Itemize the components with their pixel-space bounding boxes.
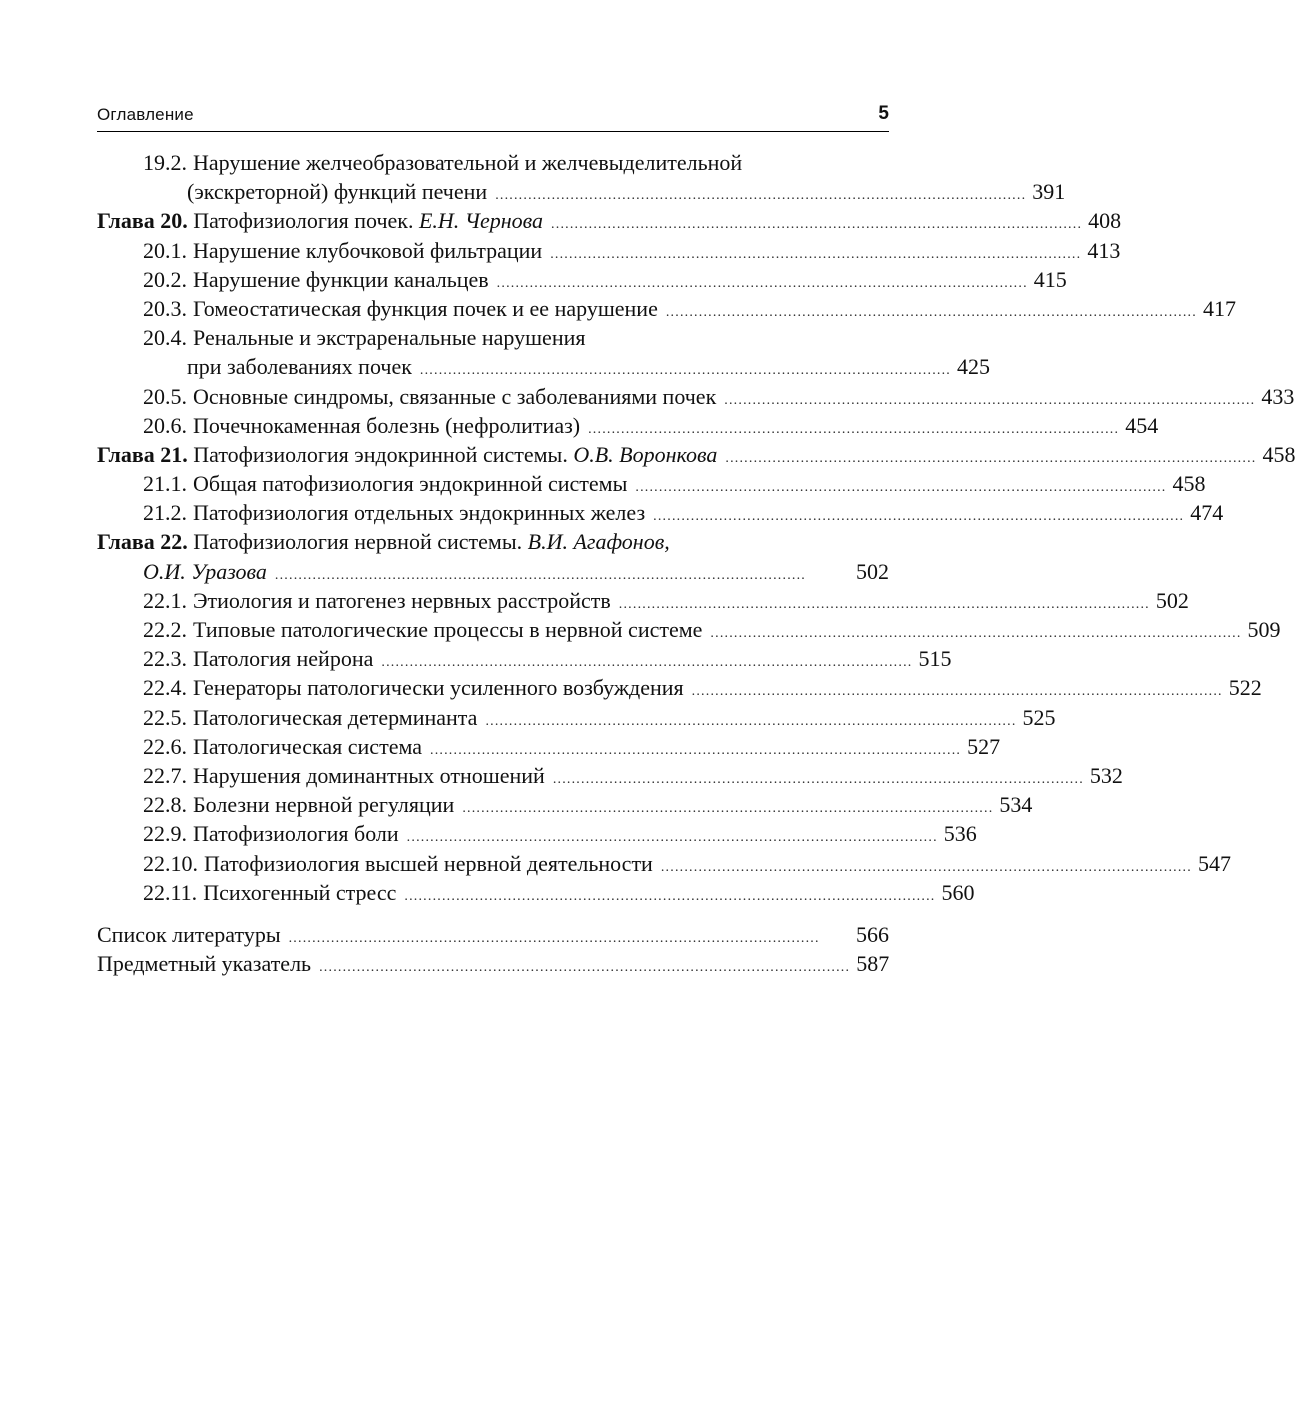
section-title: Общая патофизиология эндокринной системы: [193, 471, 628, 497]
toc-entry-22-9[interactable]: [97, 819, 977, 848]
section-number: 20.4.: [143, 325, 187, 351]
page-ref: 417: [1202, 295, 1236, 321]
page-ref: 502: [1155, 587, 1189, 613]
section-title: Этиология и патогенез нервных расстройств: [193, 587, 611, 613]
section-title: Гомеостатическая функция почек и ее нарушение: [193, 295, 658, 321]
section-title: Патологическая детерминанта: [193, 704, 478, 730]
leader-dots: .................................................................................................................: [660, 859, 1192, 875]
running-head: [97, 101, 889, 132]
toc-entry-21-2[interactable]: [97, 498, 1224, 527]
page-ref: 525: [1022, 704, 1056, 730]
toc-entry-20-2[interactable]: [97, 265, 1067, 294]
toc-entry-bibliography[interactable]: [97, 920, 889, 949]
toc-chapter-20[interactable]: [97, 206, 1122, 235]
page-ref: 502: [856, 558, 889, 584]
section-title: Психогенный стресс: [203, 879, 397, 905]
leader-dots: .................................................................................................................: [495, 188, 1027, 204]
section-title: Типовые патологические процессы в нервной системе: [193, 617, 703, 642]
leader-dots: .................................................................................................................: [419, 363, 952, 379]
chapter-title: Патофизиология нервной системы.: [193, 529, 523, 555]
toc-chapter-22-line1[interactable]: [97, 527, 889, 556]
toc-entry-22-2[interactable]: [97, 615, 1281, 644]
page-ref: 474: [1190, 500, 1224, 526]
page-ref: 527: [967, 733, 1001, 759]
section-title: Основные синдромы, связанные с заболеваниями почек: [193, 383, 717, 409]
section-title: Предметный указатель: [97, 951, 312, 977]
leader-dots: .................................................................................................................: [724, 392, 1256, 408]
section-number: 21.2.: [143, 500, 187, 526]
running-head-title: Оглавление: [97, 105, 194, 124]
toc-entry-20-6[interactable]: [97, 411, 1159, 440]
section-number: 22.7.: [143, 762, 187, 788]
section-title: Нарушение клубочковой фильтрации: [193, 237, 543, 263]
leader-dots: .................................................................................................................: [381, 655, 913, 671]
leader-dots: .................................................................................................................: [496, 275, 1028, 291]
section-title: Патофизиология высшей нервной деятельности: [204, 850, 653, 876]
toc-chapter-22[interactable]: [97, 557, 889, 586]
toc-entry-22-5[interactable]: [97, 703, 1056, 732]
toc-entry-index[interactable]: [97, 949, 889, 978]
page-ref: 458: [1172, 471, 1206, 497]
page-ref: 413: [1087, 237, 1121, 263]
section-number: 22.11.: [143, 879, 198, 905]
chapter-label: Глава 20.: [97, 208, 188, 234]
section-title: Нарушение желчеобразовательной и желчевыделительной: [193, 150, 743, 175]
toc-entry-20-5[interactable]: [97, 382, 1295, 411]
section-title: Патология нейрона: [193, 646, 374, 672]
leader-dots: .................................................................................................................: [485, 713, 1017, 729]
page-ref: 560: [941, 879, 975, 905]
chapter-title: Патофизиология эндокринной системы.: [193, 441, 568, 467]
leader-dots: .................................................................................................................: [319, 960, 851, 976]
leader-dots: .................................................................................................................: [462, 801, 994, 817]
leader-dots: .................................................................................................................: [274, 567, 806, 583]
leader-dots: .................................................................................................................: [653, 509, 1185, 525]
page-ref: 532: [1089, 762, 1123, 788]
page-ref: 515: [918, 646, 952, 672]
section-title: Генераторы патологически усиленного возбуждения: [193, 675, 684, 701]
page-ref: 522: [1228, 675, 1262, 701]
section-number: 22.5.: [143, 704, 187, 730]
chapter-author-continued: О.И. Уразова: [143, 558, 267, 584]
section-title-continued: при заболеваниях почек: [187, 354, 412, 380]
section-number: 22.6.: [143, 733, 187, 759]
toc-entry-22-4[interactable]: [97, 673, 1262, 702]
page-ref: 454: [1125, 412, 1159, 438]
page-ref: 391: [1032, 179, 1066, 205]
leader-dots: .................................................................................................................: [635, 480, 1167, 496]
section-number: 20.3.: [143, 295, 187, 321]
toc-entry-22-6[interactable]: [97, 732, 1001, 761]
page-ref: 509: [1247, 617, 1281, 642]
section-number: 22.1.: [143, 587, 187, 613]
section-title: Нарушение функции канальцев: [193, 266, 489, 292]
chapter-title: Патофизиология почек.: [193, 208, 414, 234]
section-title: Почечнокаменная болезнь (нефролитиаз): [193, 412, 581, 438]
table-of-contents: [97, 148, 1295, 978]
section-number: 20.2.: [143, 266, 187, 292]
page-ref: 433: [1261, 383, 1295, 409]
leader-dots: .................................................................................................................: [710, 626, 1242, 641]
leader-dots: .................................................................................................................: [430, 742, 962, 758]
leader-dots: .................................................................................................................: [552, 771, 1084, 787]
page-ref: 536: [943, 821, 977, 847]
toc-entry-22-10[interactable]: [97, 849, 1231, 878]
toc-entry-20-3[interactable]: [97, 294, 1236, 323]
section-number: 22.10.: [143, 850, 198, 876]
chapter-author: О.В. Воронкова: [573, 441, 718, 467]
section-title: Патофизиология отдельных эндокринных желез: [193, 500, 646, 526]
chapter-label: Глава 22.: [97, 529, 188, 555]
page-ref: 415: [1033, 266, 1067, 292]
toc-entry-20-4-line1[interactable]: [97, 323, 889, 352]
section-number: 22.3.: [143, 646, 187, 672]
leader-dots: .................................................................................................................: [406, 830, 938, 846]
toc-entry-22-3[interactable]: [97, 644, 952, 673]
toc-entry-20-1[interactable]: [97, 236, 1121, 265]
section-title: Патологическая система: [193, 733, 422, 759]
leader-dots: .................................................................................................................: [618, 596, 1150, 612]
section-title: Патофизиология боли: [193, 821, 399, 847]
leader-dots: .................................................................................................................: [551, 217, 1083, 233]
toc-entry-22-7[interactable]: [97, 761, 1123, 790]
leader-dots: .................................................................................................................: [725, 450, 1257, 466]
toc-chapter-21[interactable]: [97, 440, 1295, 469]
toc-entry-19-2[interactable]: [97, 177, 1066, 206]
section-number: 22.2.: [143, 617, 187, 642]
section-number: 19.2.: [143, 150, 187, 175]
section-number: 20.6.: [143, 412, 187, 438]
leader-dots: .................................................................................................................: [550, 246, 1082, 262]
page-ref: 458: [1262, 441, 1295, 467]
toc-entry-22-11[interactable]: [97, 878, 975, 907]
section-number: 22.8.: [143, 792, 187, 818]
leader-dots: .................................................................................................................: [691, 684, 1223, 700]
page-ref: 566: [856, 921, 889, 947]
chapter-author: В.И. Агафонов,: [527, 529, 670, 555]
page-ref: 425: [957, 354, 991, 380]
chapter-label: Глава 21.: [97, 441, 188, 467]
chapter-author: Е.Н. Чернова: [418, 208, 544, 234]
leader-dots: .................................................................................................................: [665, 304, 1197, 320]
section-title: Болезни нервной регуляции: [193, 792, 455, 818]
toc-entry-22-8[interactable]: [97, 790, 1033, 819]
page-number: 5: [878, 103, 889, 124]
section-title: Ренальные и экстраренальные нарушения: [193, 325, 586, 351]
section-number: 22.4.: [143, 675, 187, 701]
section-title: Нарушения доминантных отношений: [193, 762, 545, 788]
section-title: Список литературы: [97, 921, 281, 947]
section-number: 20.1.: [143, 237, 187, 263]
page-ref: 408: [1088, 208, 1122, 234]
section-number: 20.5.: [143, 383, 187, 409]
page-ref: 587: [856, 951, 890, 977]
leader-dots: .................................................................................................................: [404, 888, 936, 904]
toc-entry-22-1[interactable]: [97, 586, 1189, 615]
leader-dots: .................................................................................................................: [588, 421, 1120, 437]
toc-entry-20-4[interactable]: [97, 352, 991, 381]
section-number: 21.1.: [143, 471, 187, 497]
leader-dots: .................................................................................................................: [288, 930, 820, 946]
toc-entry-21-1[interactable]: [97, 469, 1206, 498]
page-ref: 547: [1197, 850, 1231, 876]
section-title-continued: (экскреторной) функций печени: [187, 179, 488, 205]
toc-entry-19-2-line1[interactable]: [97, 148, 889, 177]
section-number: 22.9.: [143, 821, 187, 847]
page-ref: 534: [999, 792, 1033, 818]
